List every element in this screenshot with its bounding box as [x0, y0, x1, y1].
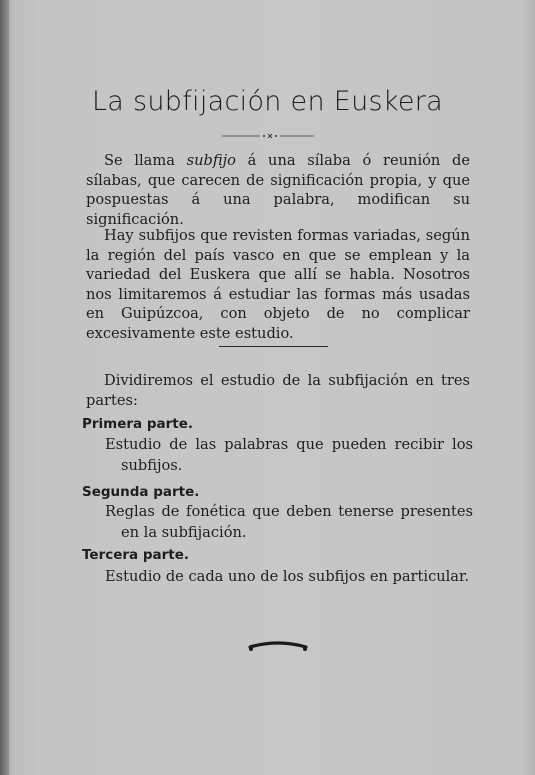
end-flourish-ornament — [244, 637, 312, 653]
part-1-description: Estudio de las palabras que pueden recibir los subfijos. — [105, 436, 473, 474]
part-2-heading: Segunda parte. — [82, 484, 200, 500]
title-rule-ornament — [222, 133, 314, 139]
definition-body: á una sílaba ó reunión de sílabas, que carecen de significación propia, y que pospuestas á una palabra, modifican su significación. — [86, 152, 470, 228]
page-title: La subfijación en Euskera — [91, 86, 444, 117]
part-3-description: Estudio de cada uno de los subfijos en particular. — [105, 568, 470, 585]
section-divider — [219, 346, 328, 347]
definition-paragraph — [86, 151, 470, 229]
division-intro-paragraph: Dividiremos el estudio de la subfijación en tres partes: — [86, 372, 470, 409]
definition-intro: Se llama — [104, 152, 187, 169]
defined-term: subfijo — [186, 152, 236, 169]
part-2-description: Reglas de fonética que deben tenerse presentes en la subfijación. — [105, 503, 473, 541]
variants-paragraph: Hay subfijos que revisten formas variadas, según la región del país vasco en que se emplean y la variedad del Euskera que allí se habla. Nosotros nos limitaremos á estudiar las formas más usadas en Guipúzcoa, con objeto de no complicar excesivamente este estudio. — [86, 227, 470, 342]
part-1-heading: Primera parte. — [82, 416, 194, 432]
part-3-heading: Tercera parte. — [82, 547, 190, 563]
